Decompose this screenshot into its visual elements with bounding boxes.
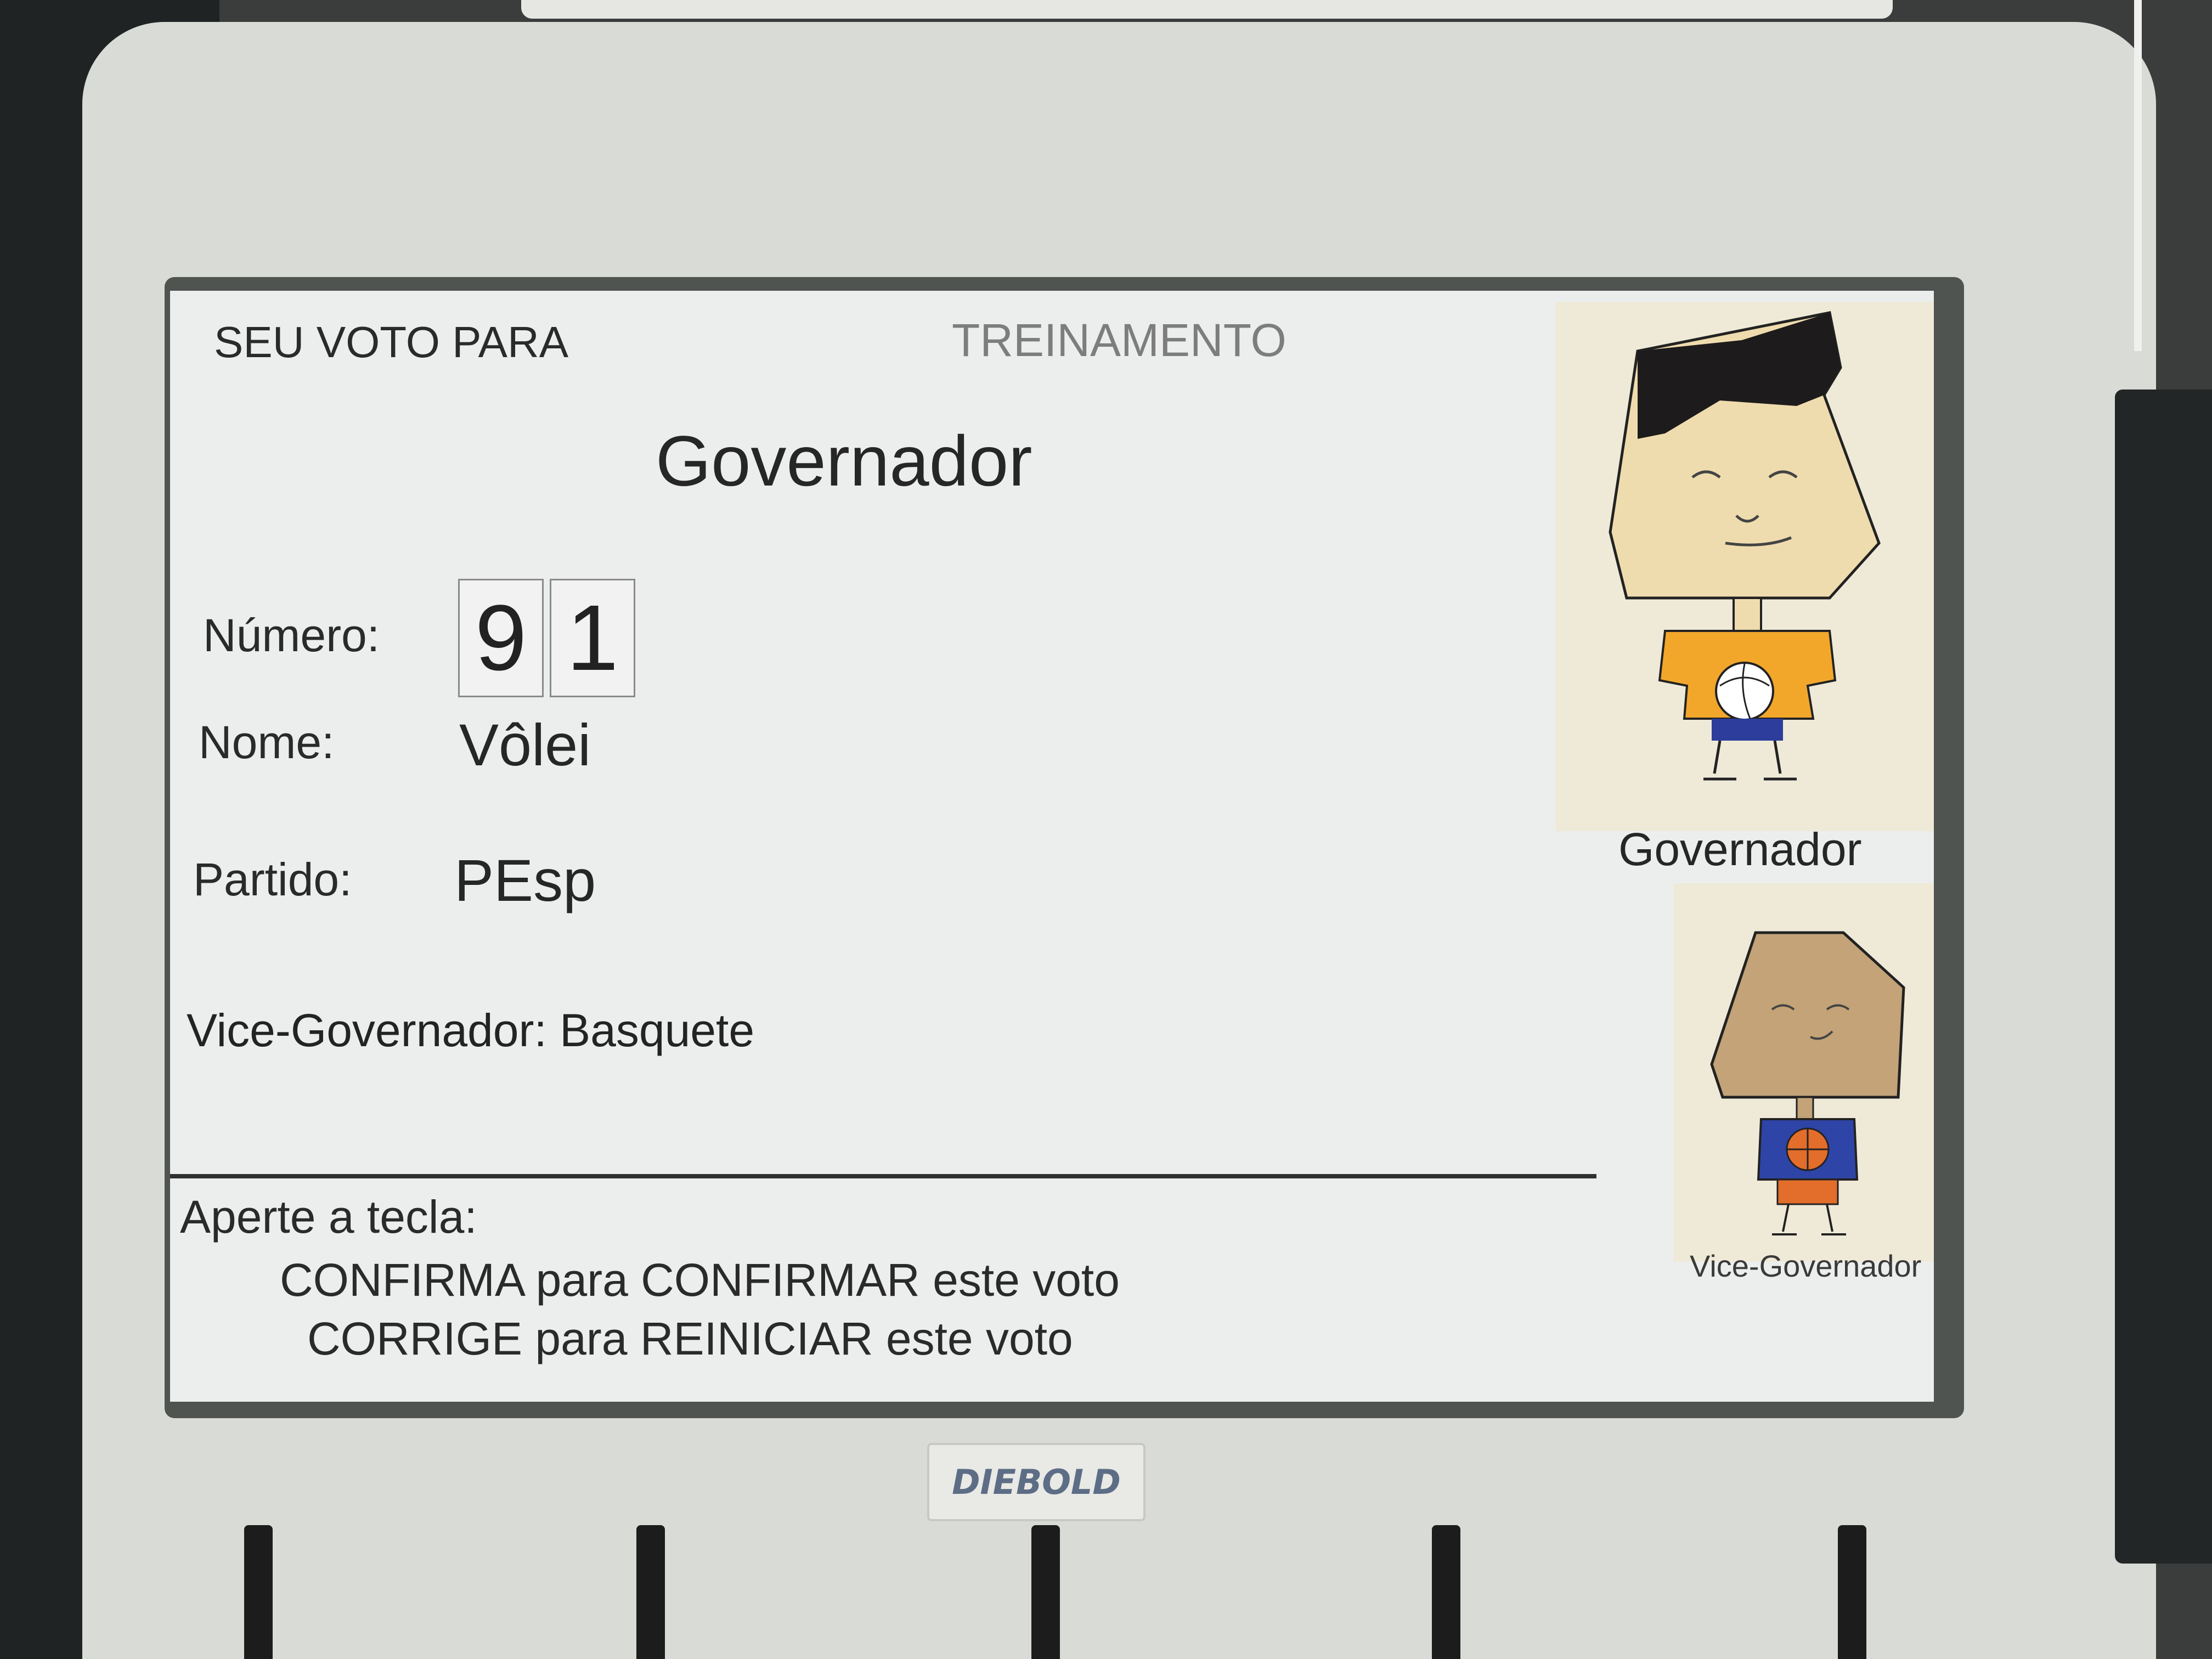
voting-screen [170,291,1934,1402]
basketball-player-icon [1673,883,1934,1262]
vice-governor-caption: Vice-Governador [1690,1249,1922,1283]
header-seu-voto-para: SEU VOTO PARA [214,318,569,366]
hardware-key-slot [1838,1525,1866,1659]
instructions-header: Aperte a tecla: [180,1191,477,1243]
header-treinamento: TREINAMENTO [952,314,1286,366]
number-digit-1: 9 [458,579,544,697]
party-value: PEsp [454,847,596,913]
instructions-divider [170,1174,1596,1178]
number-digit-2: 1 [550,579,635,697]
instruction-confirma: CONFIRMA para CONFIRMAR este voto [280,1254,1120,1306]
label-partido: Partido: [193,854,352,905]
candidate-name: Vôlei [459,712,591,778]
side-panel [2115,390,2212,1564]
hardware-key-slot [1432,1525,1460,1659]
diebold-logo: DIEBOLD [927,1443,1146,1521]
governor-caption: Governador [1618,823,1862,875]
instruction-corrige: CORRIGE para REINICIAR este voto [307,1313,1073,1364]
vice-governor-photo [1673,883,1934,1262]
hardware-key-slot [636,1525,665,1659]
volleyball-player-icon [1555,302,1934,831]
label-nome: Nome: [199,716,335,768]
cable [2134,0,2164,351]
vice-governor-line: Vice-Governador: Basquete [187,1005,755,1056]
hardware-key-slot [1031,1525,1060,1659]
device-top-edge [521,0,1893,19]
label-numero: Número: [203,610,380,661]
office-title: Governador [656,421,1032,501]
governor-photo [1555,302,1934,831]
hardware-key-slot [244,1525,273,1659]
